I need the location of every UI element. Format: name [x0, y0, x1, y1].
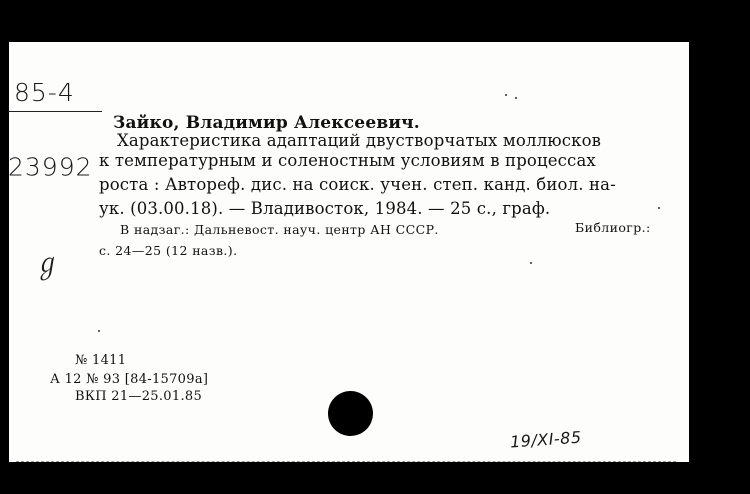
title-line-2: к температурным и соленостным условиям в процессах: [99, 151, 596, 170]
code-line-3: ВКП 21—25.01.85: [75, 389, 203, 404]
title-line-4: ук. (03.00.18). — Владивосток, 1984. — 25 с., граф.: [99, 199, 551, 218]
speck: [98, 330, 100, 332]
note-line-2: с. 24—25 (12 назв.).: [99, 243, 238, 258]
call-number-top: 85-4: [14, 78, 75, 107]
note-line-1: В надзаг.: Дальневост. науч. центр АН СССР.: [120, 222, 439, 237]
note-bibliography: Библиогр.:: [575, 220, 651, 235]
call-number-divider: [8, 111, 102, 112]
call-number-bottom: 23992: [8, 152, 93, 182]
title-line-1: Характеристика адаптаций двустворчатых моллюсков: [117, 131, 602, 150]
title-line-3: роста : Автореф. дис. на соиск. учен. степ. канд. биол. на-: [99, 175, 616, 194]
handwritten-signature-icon: ℊ: [29, 247, 63, 283]
card-bottom-rule: [16, 461, 676, 462]
speck: [658, 207, 660, 209]
speck: [515, 97, 517, 99]
handwritten-date: 19/XI-85: [509, 427, 583, 452]
code-line-2: А 12 № 93 [84-15709а]: [50, 372, 209, 387]
code-line-1: № 1411: [75, 353, 127, 368]
ink-blot: [328, 391, 373, 436]
speck: [505, 94, 507, 96]
speck: [530, 262, 532, 264]
author-name: Зайко, Владимир Алексеевич.: [113, 113, 420, 133]
